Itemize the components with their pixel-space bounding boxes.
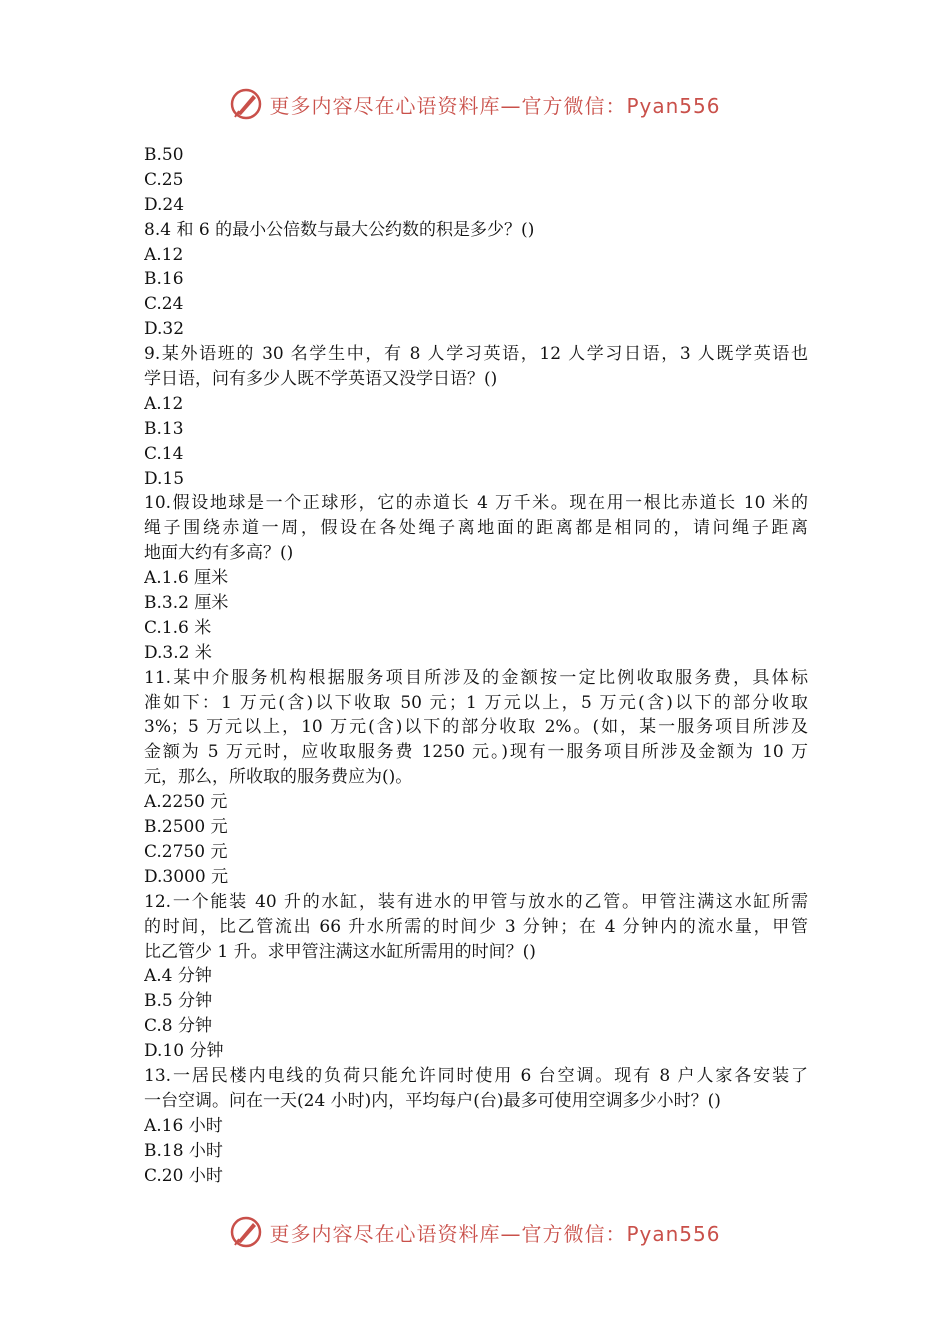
question-8 [144,218,808,342]
option-line: D.24 [144,194,185,215]
option-line: C.8 分钟 [144,1016,213,1037]
option-line: A.12 [144,393,184,414]
question-text: 11.某中介服务机构根据服务项目所涉及的金额按一定比例收取服务费，具体标 [144,667,808,688]
options-top [144,143,808,218]
option-line: D.10 分钟 [144,1041,224,1062]
footer-banner-text: 更多内容尽在心语资料库—官方微信：Pyan556 [269,1221,721,1246]
question-text: 准如下：1 万元(含)以下收取 50 元；1 万元以上，5 万元(含)以下的部分收取 [144,692,808,713]
quill-pen-logo-icon [229,87,263,121]
footer-banner [0,1212,950,1252]
header-banner [0,84,950,124]
question-text: 的时间，比乙管流出 66 升水所需的时间少 3 分钟；在 4 分钟内的流水量，甲管 [144,916,808,937]
question-text: 学日语，问有多少人既不学英语又没学日语？() [144,369,498,390]
question-text: 9.某外语班的 30 名学生中，有 8 人学习英语，12 人学习日语，3 人既学英语也 [144,344,808,365]
question-text: 8.4 和 6 的最小公倍数与最大公约数的积是多少？() [144,219,535,240]
option-line: D.15 [144,468,185,489]
question-13 [144,1064,808,1188]
option-line: D.3.2 米 [144,642,212,663]
option-line: C.1.6 米 [144,617,212,638]
question-text: 13.一居民楼内电线的负荷只能允许同时使用 6 台空调。现有 8 户人家各安装了 [144,1065,808,1086]
option-line: A.12 [144,244,184,265]
question-text: 金额为 5 万元时，应收取服务费 1250 元。)现有一服务项目所涉及金额为 10 万 [144,742,808,763]
option-line: D.3000 元 [144,866,229,887]
option-line: B.2500 元 [144,817,228,838]
question-11 [144,666,808,890]
question-text: 12.一个能装 40 升的水缸，装有进水的甲管与放水的乙管。甲管注满这水缸所需 [144,891,808,912]
option-line: B.5 分钟 [144,991,213,1012]
option-line: C.25 [144,169,184,190]
option-line: A.2250 元 [144,792,228,813]
question-text: 10.假设地球是一个正球形，它的赤道长 4 万千米。现在用一根比赤道长 10 米的 [144,493,808,514]
question-text: 3%；5 万元以上，10 万元(含)以下的部分收取 2%。(如，某一服务项目所涉及 [144,717,808,738]
question-text: 绳子围绕赤道一周，假设在各处绳子离地面的距离都是相同的，请问绳子距离 [144,518,808,539]
option-line: C.14 [144,443,184,464]
option-line: A.4 分钟 [144,966,212,987]
question-12 [144,890,808,1064]
quill-pen-logo-icon [229,1215,263,1249]
document-body [144,143,808,1188]
option-line: C.20 小时 [144,1165,223,1186]
option-line: D.32 [144,319,185,340]
option-line: A.16 小时 [144,1115,223,1136]
question-text: 地面大约有多高？() [144,543,294,564]
option-line: C.2750 元 [144,841,228,862]
option-line: A.1.6 厘米 [144,568,229,589]
option-line: B.16 [144,269,184,290]
header-banner-text: 更多内容尽在心语资料库—官方微信：Pyan556 [269,93,721,118]
question-text: 比乙管少 1 升。求甲管注满这水缸所需用的时间？() [144,941,536,962]
question-9 [144,342,808,491]
option-line: C.24 [144,294,184,315]
question-text: 一台空调。问在一天(24 小时)内，平均每户(台)最多可使用空调多少小时？() [144,1090,721,1111]
option-line: B.13 [144,418,184,439]
question-text: 元，那么，所收取的服务费应为()。 [144,767,413,788]
option-line: B.3.2 厘米 [144,593,229,614]
option-line: B.50 [144,145,184,165]
option-line: B.18 小时 [144,1140,223,1161]
question-10 [144,491,808,665]
